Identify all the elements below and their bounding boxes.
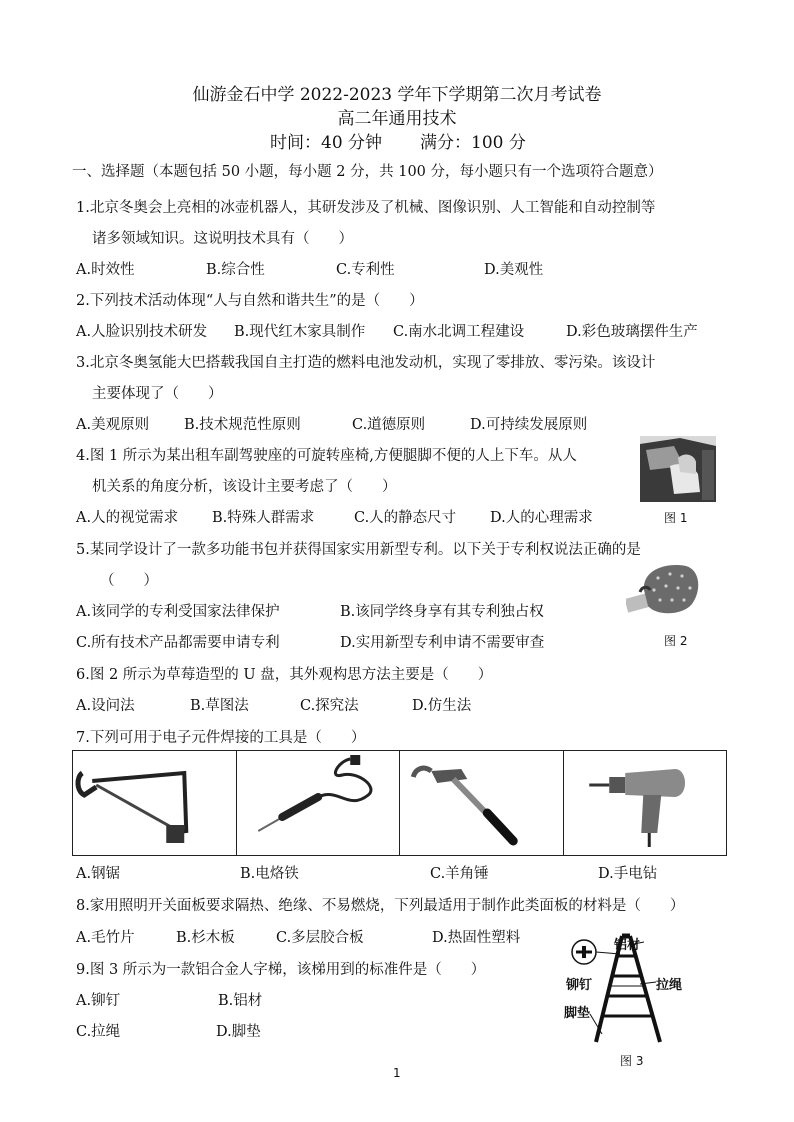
q7-option-a: A.钢锯 [76, 866, 121, 882]
q2-option-d: D.彩色玻璃摆件生产 [566, 324, 698, 340]
ladder-label-rivet: 铆钉 [566, 978, 593, 993]
q4-option-c: C.人的静态尺寸 [354, 510, 457, 526]
q5-stem-line2: （ ） [100, 573, 158, 589]
q8-option-b: B.杉木板 [176, 930, 235, 946]
figure-3-caption: 图 3 [620, 1054, 644, 1068]
q2-option-a: A.人脸识别技术研发 [76, 324, 208, 340]
tools-image-table [72, 750, 727, 856]
hand-drill-image [564, 751, 727, 851]
tool-cell-claw-hammer [400, 751, 564, 856]
exam-time: 时间：40 分钟 [270, 133, 383, 153]
exam-score: 满分：100 分 [420, 133, 526, 153]
q6-option-a: A.设问法 [76, 698, 135, 714]
q6-option-b: B.草图法 [190, 698, 249, 714]
hacksaw-image [73, 751, 236, 851]
ladder-label-aluminum: 铝材 [614, 938, 641, 953]
q5-option-a: A.该同学的专利受国家法律保护 [76, 604, 280, 620]
q7-stem: 7.下列可用于电子元件焊接的工具是（ ） [76, 730, 366, 746]
q7-option-b: B.电烙铁 [240, 866, 299, 882]
q3-stem-line2: 主要体现了（ ） [92, 386, 223, 402]
q1-stem-line1: 1.北京冬奥会上亮相的冰壶机器人，其研发涉及了机械、图像识别、人工智能和自动控制等 [76, 200, 656, 216]
q2-option-c: C.南水北调工程建设 [393, 324, 525, 340]
section-heading: 一、选择题（本题包括 50 小题，每小题 2 分，共 100 分，每小题只有一个选项符合题意） [72, 164, 663, 180]
q4-option-b: B.特殊人群需求 [212, 510, 315, 526]
tool-cell-soldering-iron [236, 751, 400, 856]
tool-cell-hand-drill [563, 751, 727, 856]
q3-option-d: D.可持续发展原则 [470, 417, 588, 433]
q5-option-d: D.实用新型专利申请不需要审查 [340, 635, 545, 651]
q4-stem-line2: 机关系的角度分析，该设计主要考虑了（ ） [92, 479, 397, 495]
ladder-label-rope: 拉绳 [656, 978, 683, 993]
q8-option-d: D.热固性塑料 [432, 930, 521, 946]
q1-option-b: B.综合性 [206, 262, 265, 278]
figure-2-strawberry-usb-image [626, 560, 702, 624]
figure-2-caption: 图 2 [664, 634, 688, 648]
q6-option-d: D.仿生法 [412, 698, 472, 714]
page-number: 1 [393, 1066, 401, 1080]
q5-stem-line1: 5.某同学设计了一款多功能书包并获得国家实用新型专利。以下关于专利权说法正确的是 [76, 542, 641, 558]
q3-option-b: B.技术规范性原则 [184, 417, 301, 433]
q4-option-d: D.人的心理需求 [490, 510, 593, 526]
q6-option-c: C.探究法 [300, 698, 359, 714]
q8-stem: 8.家用照明开关面板要求隔热、绝缘、不易燃烧，下列最适用于制作此类面板的材料是（ ） [76, 898, 685, 914]
q6-stem: 6.图 2 所示为草莓造型的 U 盘，其外观构思方法主要是（ ） [76, 667, 493, 683]
soldering-iron-image [237, 751, 400, 851]
claw-hammer-image [400, 751, 563, 851]
q9-option-d: D.脚垫 [216, 1024, 261, 1040]
exam-subtitle: 高二年通用技术 [337, 109, 457, 129]
figure-1-car-seat-image [640, 436, 716, 506]
q2-option-b: B.现代红木家具制作 [234, 324, 366, 340]
q8-option-c: C.多层胶合板 [276, 930, 364, 946]
q1-stem-line2: 诸多领域知识。这说明技术具有（ ） [92, 231, 353, 247]
q2-stem: 2.下列技术活动体现“人与自然和谐共生”的是（ ） [76, 293, 424, 309]
ladder-label-pad: 脚垫 [564, 1006, 591, 1021]
q4-stem-line1: 4.图 1 所示为某出租车副驾驶座的可旋转座椅,方便腿脚不便的人上下车。从人 [76, 448, 577, 464]
tool-cell-hacksaw [73, 751, 237, 856]
q4-option-a: A.人的视觉需求 [76, 510, 179, 526]
q9-option-c: C.拉绳 [76, 1024, 121, 1040]
figure-1-caption: 图 1 [664, 511, 688, 525]
q3-option-a: A.美观原则 [76, 417, 150, 433]
q3-stem-line1: 3.北京冬奥氢能大巴搭载我国自主打造的燃料电池发动机，实现了零排放、零污染。该设计 [76, 355, 656, 371]
q1-option-d: D.美观性 [484, 262, 544, 278]
q5-option-c: C.所有技术产品都需要申请专利 [76, 635, 280, 651]
exam-title: 仙游金石中学 2022-2023 学年下学期第二次月考试卷 [192, 85, 602, 105]
q9-option-b: B.铝材 [218, 993, 263, 1009]
q7-option-d: D.手电钻 [598, 866, 658, 882]
q9-stem: 9.图 3 所示为一款铝合金人字梯，该梯用到的标准件是（ ） [76, 962, 486, 978]
q8-option-a: A.毛竹片 [76, 930, 135, 946]
q1-option-c: C.专利性 [336, 262, 395, 278]
q3-option-c: C.道德原则 [352, 417, 426, 433]
q1-option-a: A.时效性 [76, 262, 135, 278]
q5-option-b: B.该同学终身享有其专利独占权 [340, 604, 544, 620]
q7-option-c: C.羊角锤 [430, 866, 489, 882]
q9-option-a: A.铆钉 [76, 993, 121, 1009]
